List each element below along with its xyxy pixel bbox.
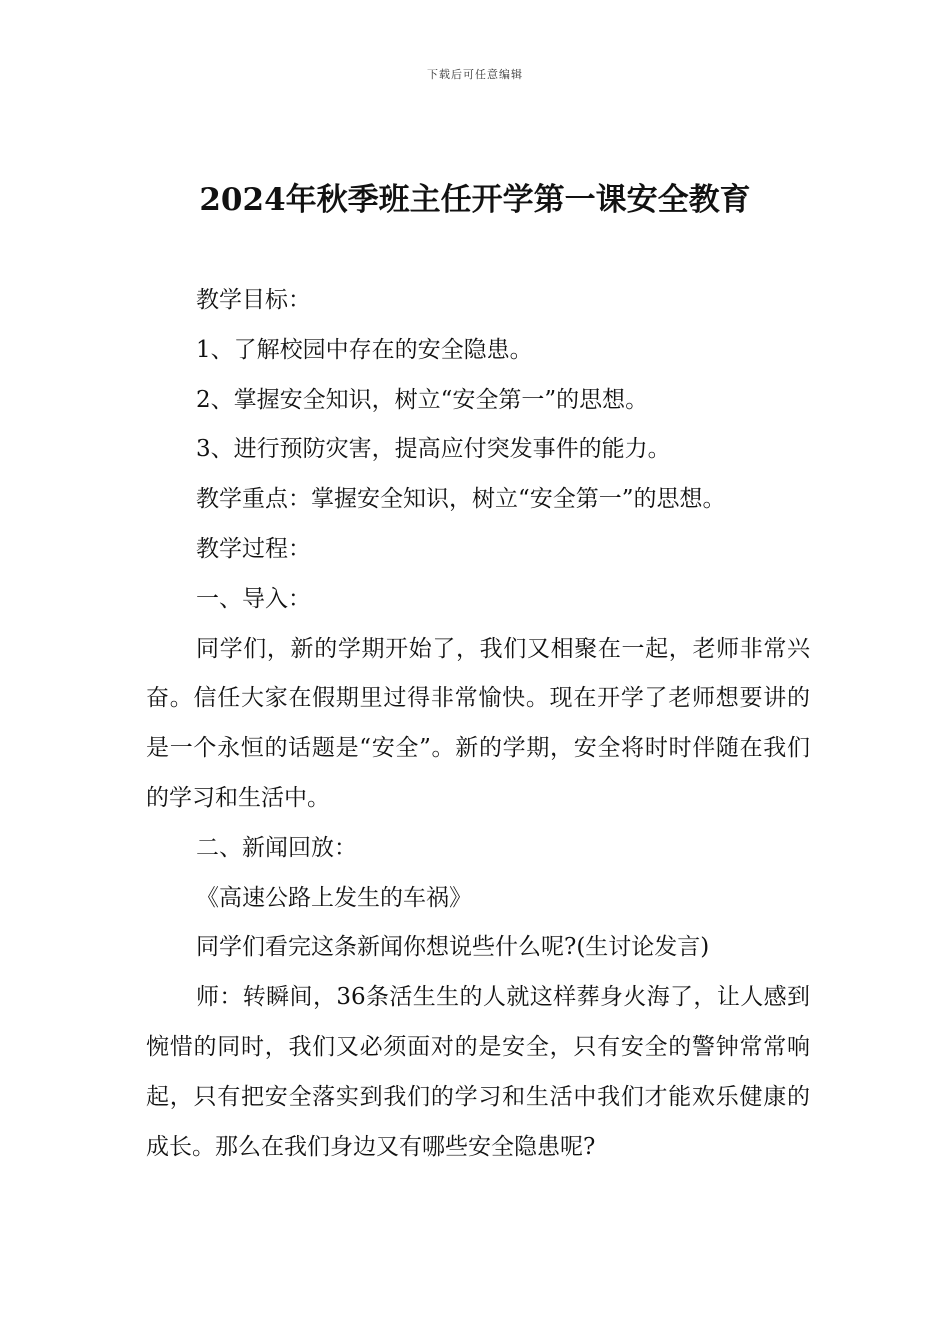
paragraph-objective-1: 1、了解校园中存在的安全隐患。 [196, 336, 533, 363]
paragraph-news-question: 同学们看完这条新闻你想说些什么呢?(生讨论发言) [196, 934, 710, 961]
paragraph-key-points: 教学重点：掌握安全知识，树立“安全第一”的思想。 [196, 486, 726, 513]
paragraph-section-intro: 一、导入： [196, 585, 311, 612]
header-note: 下载后可任意编辑 [427, 68, 523, 81]
paragraph-teacher-remark: 师：转瞬间，36条活生生的人就这样葬身火海了，让人感到惋惜的同时，我们又必须面对的是安全，只有安全的警钟常常响起，只有把安全落实到我们的学习和生活中我们才能欢乐健康的成长。那么在我们身边又有哪些安全隐患呢? [146, 984, 810, 1160]
document-body [146, 276, 810, 1172]
paragraph-section-news: 二、新闻回放： [196, 834, 357, 861]
paragraph-process-heading: 教学过程： [196, 535, 311, 562]
paragraph-objective-3: 3、进行预防灾害，提高应付突发事件的能力。 [196, 436, 671, 463]
paragraph-news-title: 《高速公路上发生的车祸》 [196, 884, 472, 911]
document-title: 2024年秋季班主任开学第一课安全教育 [199, 182, 751, 218]
paragraph-objectives-heading: 教学目标： [196, 287, 311, 313]
paragraph-objective-2: 2、掌握安全知识，树立“安全第一”的思想。 [196, 386, 649, 413]
paragraph-intro-text: 同学们，新的学期开始了，我们又相聚在一起，老师非常兴奋。信任大家在假期里过得非常愉快。现在开学了老师想要讲的是一个永恒的话题是“安全”。新的学期，安全将时时伴随在我们的学习和生活中。 [146, 635, 810, 811]
